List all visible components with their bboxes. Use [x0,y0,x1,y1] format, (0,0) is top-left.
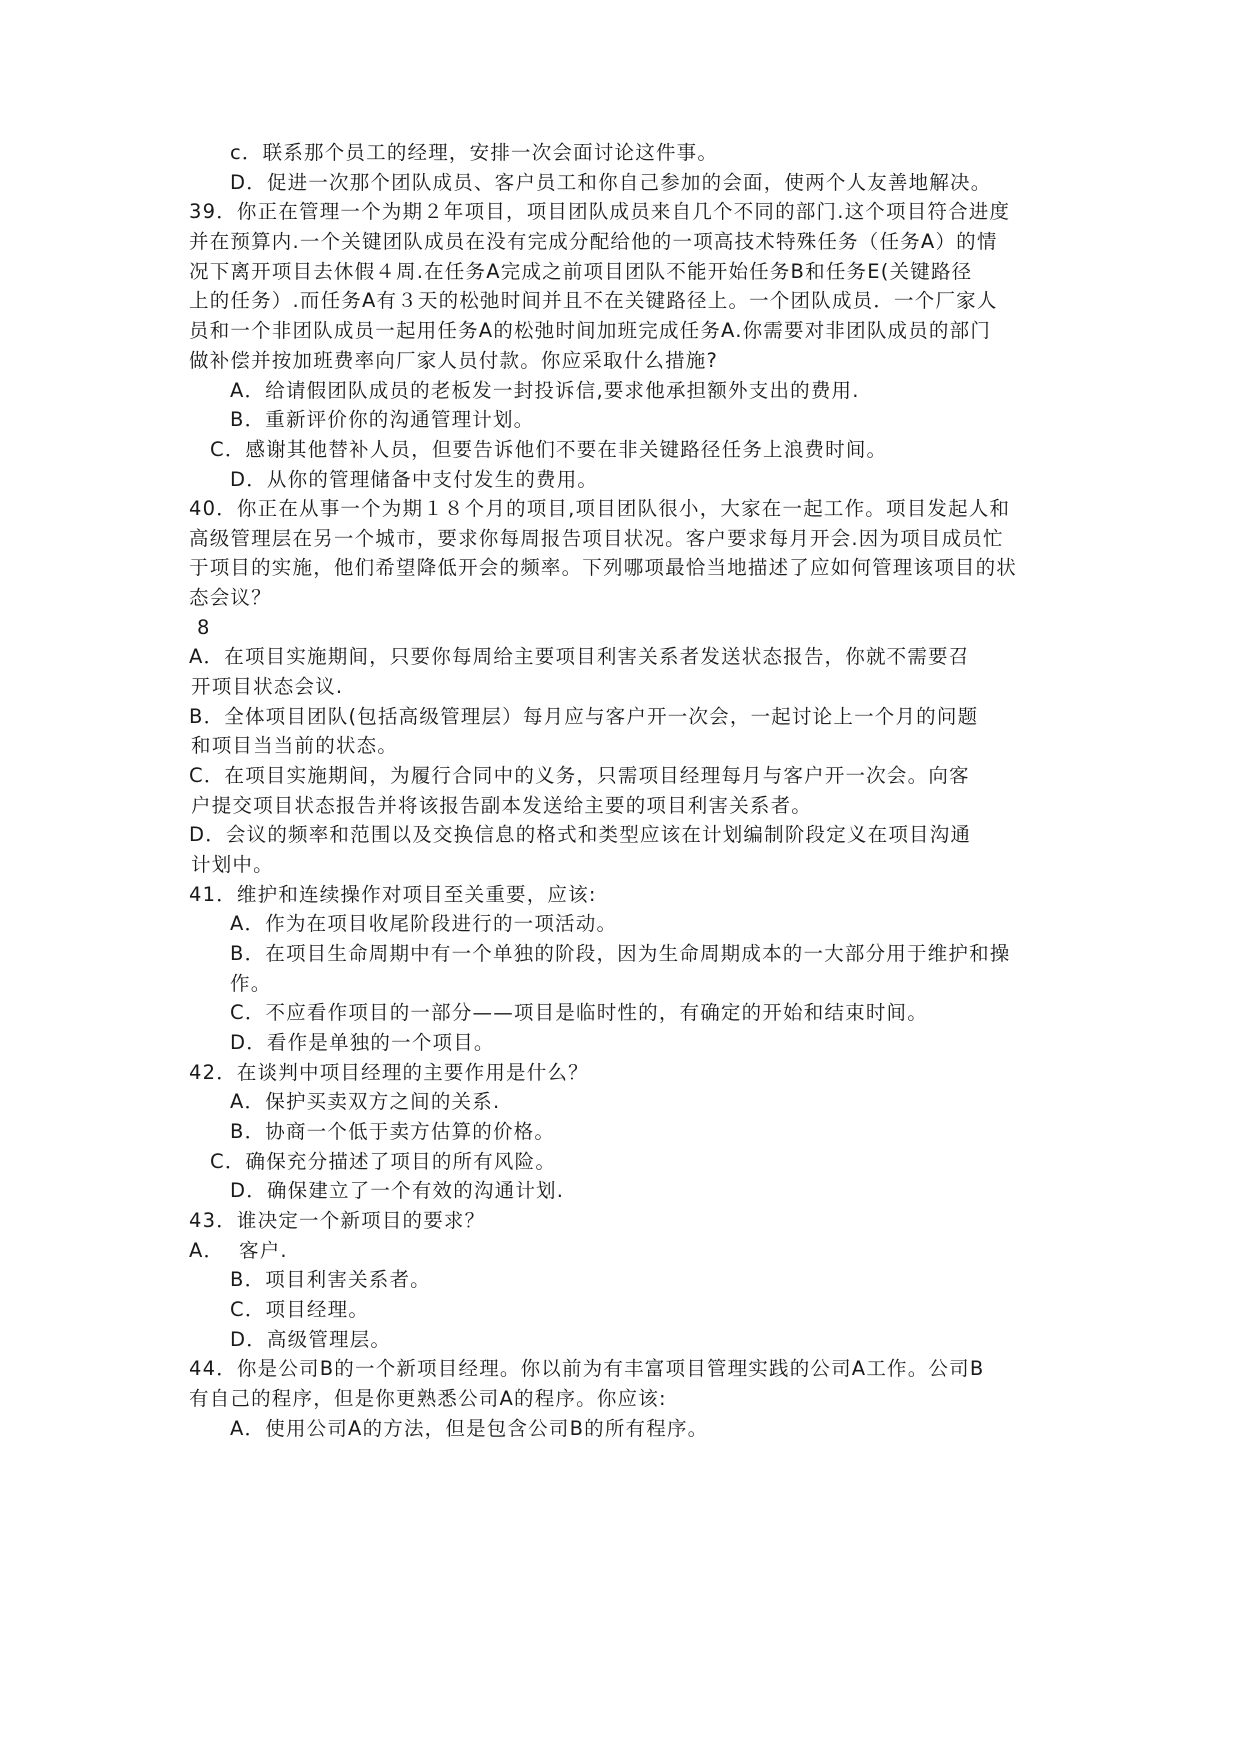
q40-text-line-1: 40．你正在从事一个为期１８个月的项目,项目团队很小，大家在一起工作。项目发起人和 [189,497,1011,520]
q40-option-d-line-2: 计划中。 [191,853,274,876]
q39-text-line-5: 员和一个非团队成员一起用任务A的松弛时间加班完成任务A.你需要对非团队成员的部门 [189,319,992,342]
q40-text-line-3: 于项目的实施，他们希望降低开会的频率。下列哪项最恰当地描述了应如何管理该项目的状 [189,556,1018,579]
q39-option-b: B．重新评价你的沟通管理计划。 [230,408,535,431]
q42-option-b: B．协商一个低于卖方估算的价格。 [230,1120,556,1143]
q44-text-line-1: 44．你是公司B的一个新项目经理。你以前为有丰富项目管理实践的公司A工作。公司B [189,1357,985,1380]
q43-option-c: C．项目经理。 [230,1298,370,1321]
q39-option-c: C．感谢其他替补人员，但要告诉他们不要在非关键路径任务上浪费时间。 [210,438,888,461]
q40-option-c-line-2: 户提交项目状态报告并将该报告副本发送给主要的项目利害关系者。 [191,794,813,817]
q41-option-a: A．作为在项目收尾阶段进行的一项活动。 [230,912,618,935]
q41-text: 41．维护和连续操作对项目至关重要，应该: [189,883,597,906]
q40-option-c-line-1: C．在项目实施期间，为履行合同中的义务，只需项目经理每月与客户开一次会。向客 [189,764,970,787]
q38-option-d: D．促进一次那个团队成员、客户员工和你自己参加的会面，使两个人友善地解决。 [230,171,992,194]
q39-text-line-1: 39．你正在管理一个为期２年项目，项目团队成员来自几个不同的部门.这个项目符合进度 [189,200,1011,223]
q41-option-b-line-1: B．在项目生命周期中有一个单独的阶段，因为生命周期成本的一大部分用于维护和操 [230,942,1011,965]
q41-option-b-line-2: 作。 [230,972,272,995]
q40-option-d-line-1: D．会议的频率和范围以及交换信息的格式和类型应该在计划编制阶段定义在项目沟通 [189,823,972,846]
q40-text-line-4: 态会议？ [189,586,272,609]
q43-text: 43．谁决定一个新项目的要求？ [189,1209,486,1232]
q39-text-line-2: 并在预算内.一个关键团队成员在没有完成分配给他的一项高技术特殊任务（任务A）的情 [189,230,998,253]
q39-text-line-6: 做补偿并按加班费率向厂家人员付款。你应采取什么措施? [189,349,719,372]
q39-option-a: A．给请假团队成员的老板发一封投诉信,要求他承担额外支出的费用. [230,379,860,402]
q39-text-line-4: 上的任务）.而任务A有３天的松弛时间并且不在关键路径上。一个团队成员．一个厂家人 [189,289,998,312]
q42-option-c: C．确保充分描述了项目的所有风险。 [210,1150,557,1173]
q40-option-a-line-2: 开项目状态会议. [191,675,344,698]
q43-option-a: A． 客户. [189,1239,288,1262]
page-number: 8 [197,616,211,639]
q40-option-b-line-1: B．全体项目团队(包括高级管理层）每月应与客户开一次会，一起讨论上一个月的问题 [189,705,979,728]
q42-option-a: A．保护买卖双方之间的关系. [230,1090,501,1113]
q38-option-c: c．联系那个员工的经理，安排一次会面讨论这件事。 [230,141,719,164]
q44-option-a: A．使用公司A的方法，但是包含公司B的所有程序。 [230,1417,709,1440]
q42-option-d: D．确保建立了一个有效的沟通计划. [230,1179,565,1202]
q42-text: 42．在谈判中项目经理的主要作用是什么？ [189,1061,589,1084]
q41-option-c: C．不应看作项目的一部分——项目是临时性的，有确定的开始和结束时间。 [230,1001,928,1024]
q43-option-d: D．高级管理层。 [230,1328,392,1351]
q43-option-b: B．项目利害关系者。 [230,1268,431,1291]
q44-text-line-2: 有自己的程序，但是你更熟悉公司A的程序。你应该: [189,1387,667,1410]
q39-text-line-3: 况下离开项目去休假４周.在任务A完成之前项目团队不能开始任务B和任务E(关键路径 [189,260,973,283]
q39-option-d: D．从你的管理储备中支付发生的费用。 [230,468,599,491]
q41-option-d: D．看作是单独的一个项目。 [230,1031,495,1054]
q40-option-b-line-2: 和项目当当前的状态。 [191,734,399,757]
q40-text-line-2: 高级管理层在另一个城市，要求你每周报告项目状况。客户要求每月开会.因为项目成员忙 [189,527,1004,550]
q40-option-a-line-1: A．在项目实施期间，只要你每周给主要项目利害关系者发送状态报告，你就不需要召 [189,645,970,668]
